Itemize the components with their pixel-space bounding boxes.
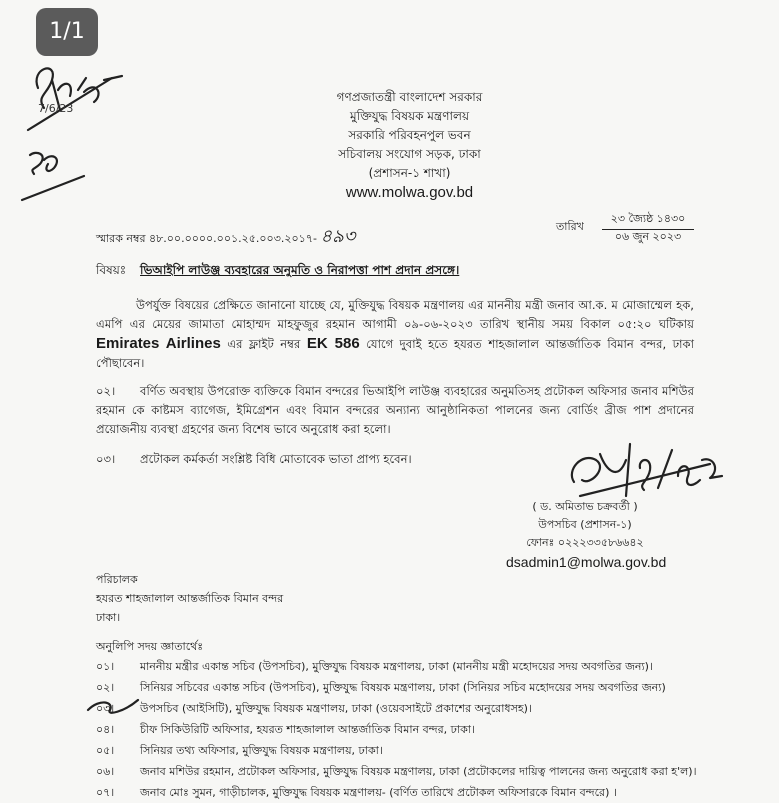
- recipient-city: ঢাকা।: [96, 611, 121, 624]
- list-item: ০৬। জনাব মশিউর রহমান, প্রটোকল অফিসার, মুক্তিযুদ্ধ বিষয়ক মন্ত্রণালয়, ঢাকা (প্রটোকলের দায়িত্ব পালনের জন্য অনুরোধ করা হ'ল)।: [96, 765, 697, 778]
- para1-text-c: যোগে দুবাই হতে হযরত শাহজালাল আন্তর্জাতিক বিমান বন্দর, ঢাকা পৌছাবেন।: [96, 337, 694, 370]
- handwritten-mark: [84, 694, 144, 716]
- list-item: ০৩। উপসচিব (আইসিটি), মুক্তিযুদ্ধ বিষয়ক মন্ত্রণালয়, ঢাকা (ওয়েবসাইটে প্রকাশের অনুরোধসহ)।: [96, 702, 532, 715]
- subject-line: [96, 262, 459, 282]
- branch: (প্রশাসন-১ শাখা): [368, 166, 451, 180]
- margin-date-note: 7/6/23: [38, 102, 74, 115]
- signatory-phone: ফোনঃ ০২২২৩৩৫৮৬৬৪২: [526, 536, 644, 549]
- date-english: ০৬ জুন ২০২৩: [614, 230, 682, 243]
- copies-list: [96, 656, 726, 803]
- para2-text: বর্ণিত অবস্থায় উপরোক্ত ব্যক্তিকে বিমান বন্দরের ভিআইপি লাউঞ্জ ব্যবহারের অনুমতিসহ প্রটোকল অফিসার জনাব মশিউর রহমান কে কাষ্টমস ব্যাগেজ, ইমিগ্রেশন এবং বিমান বন্দরের অন্যান্য আনুষ্ঠানিকতা পালনের জন্য বোর্ডিং ব্রীজ পাশ প্রদানের প্রয়োজনীয় ব্যবস্থা গ্রহণের জন্য বিশেষ ভাবে অনুরোধ করা হলো।: [96, 384, 694, 436]
- signatory-block: [470, 498, 700, 552]
- para2-number: ০২।: [96, 384, 116, 398]
- ref-label: স্মারক নম্বর: [96, 232, 146, 245]
- list-item: ০৪। চীফ সিকিউরিটি অফিসার, হযরত শাহজালাল আন্তর্জাতিক বিমান বন্দর, ঢাকা।: [96, 723, 475, 736]
- recipient-org: হযরত শাহজালাল আন্তর্জাতিক বিমান বন্দর: [96, 592, 284, 605]
- page-counter-badge[interactable]: 1/1: [36, 8, 98, 56]
- subject-text: ভিআইপি লাউঞ্জ ব্যবহারের অনুমতি ও নিরাপত্তা পাশ প্রদান প্রসঙ্গে।: [140, 263, 460, 277]
- list-item: ০২। সিনিয়র সচিবের একান্ত সচিব (উপসচিব), মুক্তিযুদ্ধ বিষয়ক মন্ত্রণালয়, ঢাকা (সিনিয়র সচিব মহোদয়ের সদয় অবগতির জন্য): [96, 681, 666, 694]
- ministry-name: মুক্তিযুদ্ধ বিষয়ক মন্ত্রণালয়: [349, 109, 470, 123]
- para3-number: ০৩।: [96, 452, 116, 466]
- signatory-designation: উপসচিব (প্রশাসন-১): [538, 518, 632, 531]
- subject-label: বিষয়ঃ: [96, 263, 127, 277]
- address: সচিবালয় সংযোগ সড়ক, ঢাকা: [338, 147, 481, 161]
- para3-text: প্রটোকল কর্মকর্তা সংশ্লিষ্ট বিধি মোতাবেক ভাতা প্রাপ্য হবেন।: [140, 452, 412, 466]
- website-link[interactable]: www.molwa.gov.bd: [345, 184, 474, 201]
- date-label: তারিখ: [556, 220, 584, 233]
- signature-date: 6/6/2023: [644, 452, 689, 463]
- list-item: ০৭। জনাব মোঃ সুমন, গাড়ীচালক, মুক্তিযুদ্ধ বিষয়ক মন্ত্রণালয়- (বর্ণিত তারিখে প্রটোকল অফিসারকে বিমান বন্দরে) ।: [96, 786, 617, 799]
- paragraph-1: [96, 296, 694, 373]
- airline-name: Emirates Airlines: [96, 335, 221, 352]
- margin-initials: PO: [40, 154, 54, 165]
- date-bangla: ২৩ জ্যৈষ্ঠ ১৪৩০: [602, 210, 694, 230]
- flight-number: EK 586: [306, 335, 360, 352]
- ref-number: ৪৮.০০.০০০০.০০১.২৫.০০৩.২০১৭-: [149, 232, 317, 245]
- signatory-email[interactable]: dsadmin1@molwa.gov.bd: [506, 554, 667, 570]
- govt-name: গণপ্রজাতন্ত্রী বাংলাদেশ সরকার: [336, 90, 483, 104]
- recipient-block: [96, 570, 283, 627]
- para1-text-a: উপর্যুক্ত বিষয়ের প্রেক্ষিতে জানানো যাচ্ছে যে, মুক্তিযুদ্ধ বিষয়ক মন্ত্রণালয় এর মাননীয় মন্ত্রী জনাব আ.ক. ম মোজাম্মেল হক, এমপি এর মেয়ের জামাতা মোহাম্মদ মাহফুজুর রহমান আগামী ০৯-০৬-২০২৩ তারিখ স্থানীয় সময় বিকাল ০৫:২০ ঘটিকায়: [96, 298, 694, 331]
- ref-handwritten-suffix: ৪৯৩: [320, 226, 356, 247]
- recipient-title: পরিচালক: [96, 573, 138, 586]
- para1-text-b: এর ফ্লাইট নম্বর: [227, 337, 301, 351]
- copies-heading: অনুলিপি সদয় জ্ঞাতার্থেঃ: [96, 640, 204, 653]
- building-name: সরকারি পরিবহনপুল ভবন: [348, 128, 471, 142]
- signatory-name: ( ড. অমিতাভ চক্রবর্তী ): [532, 500, 638, 513]
- list-item: ০৫। সিনিয়র তথ্য অফিসার, মুক্তিযুদ্ধ বিষয়ক মন্ত্রণালয়, ঢাকা।: [96, 744, 383, 757]
- letterhead: [0, 88, 779, 202]
- memo-reference: [96, 222, 356, 253]
- list-item: ০১। মাননীয় মন্ত্রীর একান্ত সচিব (উপসচিব), মুক্তিযুদ্ধ বিষয়ক মন্ত্রণালয়, ঢাকা (মাননীয় মন্ত্রী মহোদয়ের সদয় অবগতির জন্য)।: [96, 660, 653, 673]
